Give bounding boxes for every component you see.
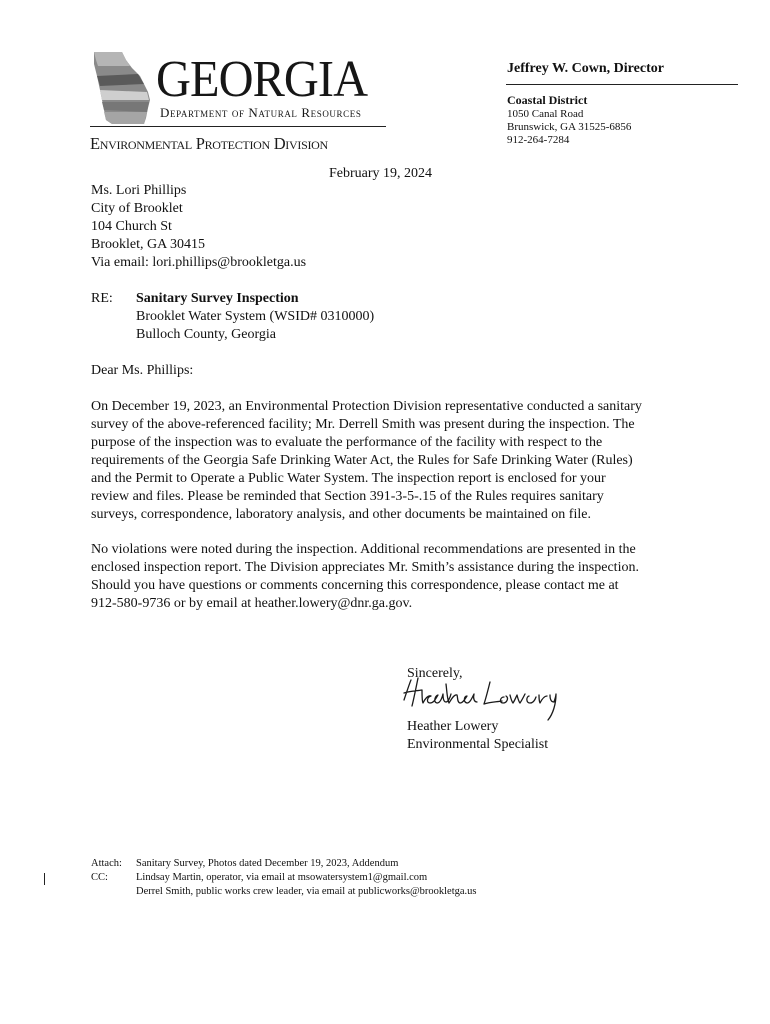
paragraph-1-line: review and files. Please be reminded that Section 391-3-5-.15 of the Rules requires sanitary bbox=[91, 489, 604, 504]
logo-division-name: Environmental Protection Division bbox=[90, 134, 328, 153]
georgia-state-map-icon bbox=[92, 50, 152, 125]
salutation: Dear Ms. Phillips: bbox=[91, 363, 194, 378]
signer-title: Environmental Specialist bbox=[407, 737, 549, 752]
letter-date: February 19, 2024 bbox=[329, 166, 433, 181]
office-phone: 912-264-7284 bbox=[507, 134, 570, 146]
re-system: Brooklet Water System (WSID# 0310000) bbox=[136, 309, 375, 324]
director-name: Jeffrey W. Cown, Director bbox=[507, 61, 664, 76]
closing-sincerely: Sincerely, bbox=[407, 666, 463, 681]
paragraph-1-line: surveys, correspondence, laboratory analysis, and other documents be maintained on file. bbox=[91, 507, 591, 522]
paragraph-1-line: requirements of the Georgia Safe Drinking Water Act, the Rules for Safe Drinking Water (Rules) bbox=[91, 453, 633, 468]
cc-label: CC: bbox=[91, 872, 108, 883]
office-name: Coastal District bbox=[507, 93, 588, 107]
paragraph-1-line: On December 19, 2023, an Environmental Protection Division representative conducted a sanitary bbox=[91, 399, 642, 414]
office-street: 1050 Canal Road bbox=[507, 108, 584, 120]
office-city: Brunswick, GA 31525-6856 bbox=[507, 121, 632, 133]
paragraph-1-line: survey of the above-referenced facility; Mr. Derrell Smith was present during the inspection. The bbox=[91, 417, 635, 432]
attach-label: Attach: bbox=[91, 858, 122, 869]
paragraph-1-line: and the Permit to Operate a Public Water System. The inspection report is enclosed for your bbox=[91, 471, 606, 486]
attach-text: Sanitary Survey, Photos dated December 19, 2023, Addendum bbox=[136, 858, 399, 869]
paragraph-2-line: Should you have questions or comments concerning this correspondence, please contact me at bbox=[91, 578, 619, 593]
paragraph-2-line: No violations were noted during the inspection. Additional recommendations are presented in the bbox=[91, 542, 636, 557]
recipient-city: Brooklet, GA 30415 bbox=[91, 237, 205, 252]
paragraph-2-line: 912-580-9736 or by email at heather.lowery@dnr.ga.gov. bbox=[91, 596, 413, 611]
signer-name: Heather Lowery bbox=[407, 719, 499, 734]
cc-line-1: Lindsay Martin, operator, via email at msowatersystem1@gmail.com bbox=[136, 872, 428, 883]
paragraph-2-line: enclosed inspection report. The Division appreciates Mr. Smith’s assistance during the inspection. bbox=[91, 560, 639, 575]
recipient-org: City of Brooklet bbox=[91, 201, 183, 216]
recipient-name: Ms. Lori Phillips bbox=[91, 183, 187, 198]
re-county: Bulloch County, Georgia bbox=[136, 327, 276, 342]
recipient-street: 104 Church St bbox=[91, 219, 172, 234]
margin-mark bbox=[44, 873, 45, 885]
cc-line-2: Derrel Smith, public works crew leader, via email at publicworks@brookletga.us bbox=[136, 886, 477, 897]
logo-department-name: Department of Natural Resources bbox=[160, 105, 362, 120]
handwritten-signature bbox=[398, 674, 558, 724]
recipient-email: Via email: lori.phillips@brookletga.us bbox=[91, 255, 307, 270]
paragraph-1-line: purpose of the inspection was to evaluate the performance of the facility with respect to the bbox=[91, 435, 603, 450]
logo-georgia-wordmark: GEORGIA bbox=[156, 51, 368, 108]
logo-divider bbox=[90, 126, 386, 127]
director-divider bbox=[506, 84, 738, 85]
re-label: RE: bbox=[91, 291, 113, 306]
re-title: Sanitary Survey Inspection bbox=[136, 291, 299, 306]
